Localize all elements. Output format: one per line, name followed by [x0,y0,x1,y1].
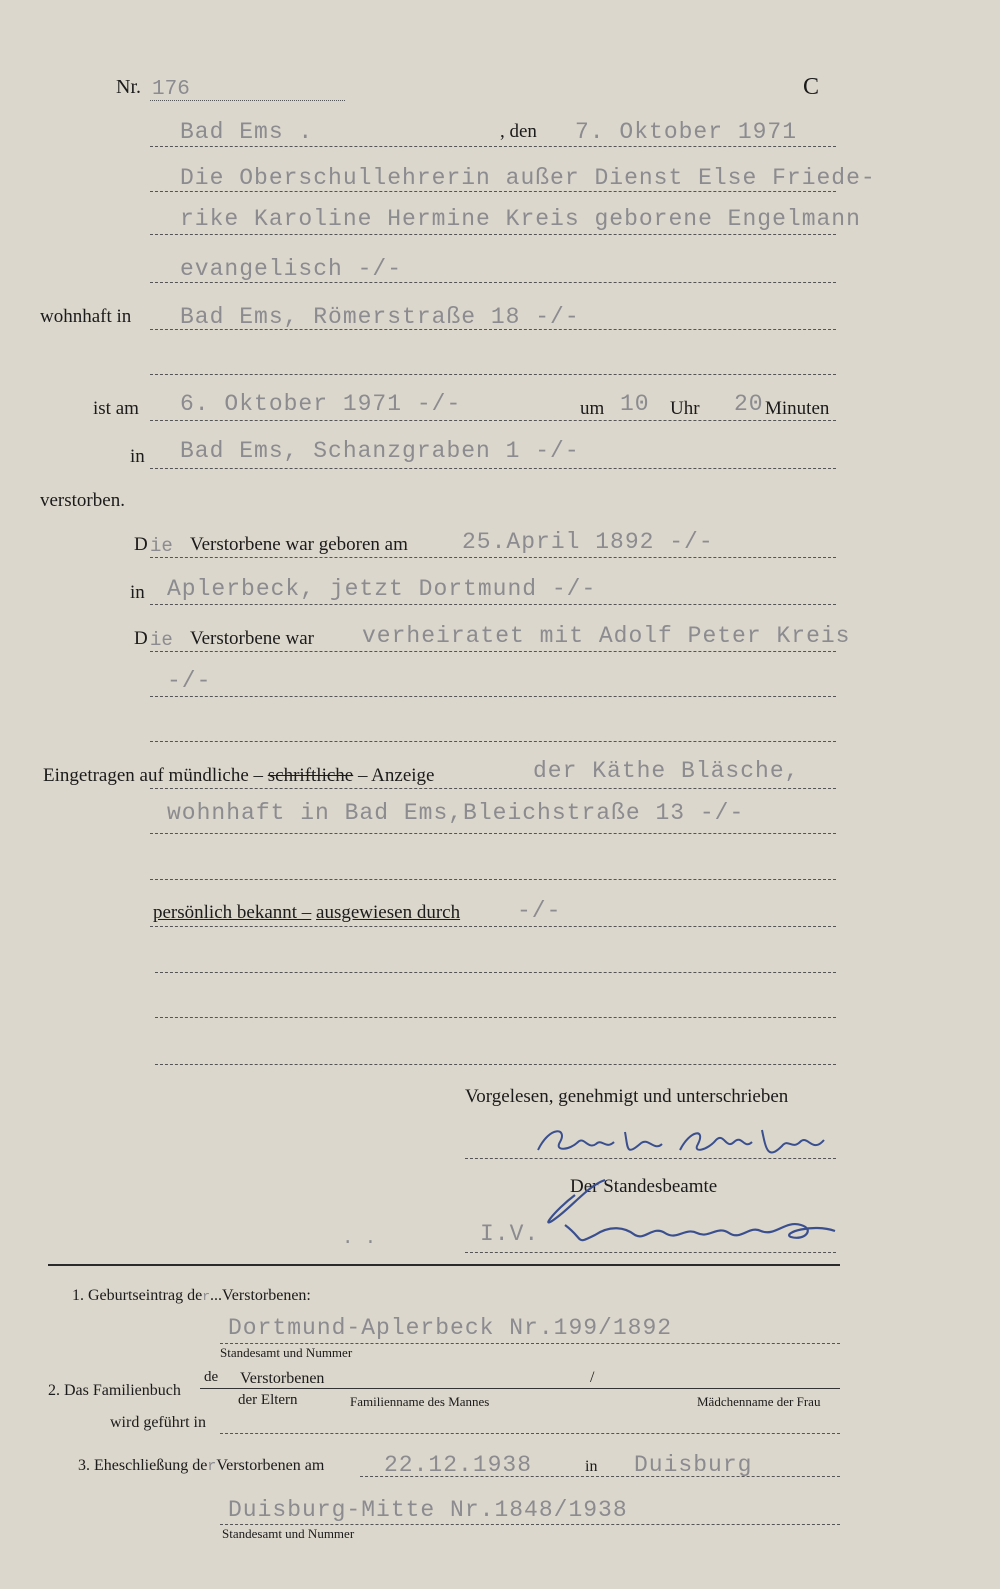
divider [150,557,836,558]
divider [150,234,836,235]
deceased-line-2: rike Karoline Hermine Kreis geborene Engelmann [180,206,861,232]
note2-de: de [204,1369,219,1385]
note1-value: Dortmund-Aplerbeck Nr.199/1892 [228,1315,673,1341]
note2-caption-b: Mädchenname der Frau [697,1394,821,1409]
note1-suffix: r [202,1289,210,1304]
note3-date: 22.12.1938 [384,1452,533,1478]
divider [155,972,836,973]
nr-label: Nr. [116,76,141,98]
note1-label-b: Verstorbenen: [222,1287,311,1304]
dots: . . [342,1227,377,1249]
death-hour: 10 [620,391,650,417]
muendliche-text: auf mündliche – [139,765,264,786]
anzeige-text: – Anzeige [357,765,435,786]
note1-label-text: 1. Geburtseintrag de [72,1287,203,1304]
separator-rule [48,1264,840,1266]
birth-prefix-typed: ie [150,535,173,557]
marital-status: verheiratet mit Adolf Peter Kreis [362,623,851,649]
divider [150,788,836,789]
nr-value: 176 [152,78,190,101]
divider [150,696,836,697]
um-label: um [580,398,605,419]
note3-caption: Standesamt und Nummer [222,1526,355,1541]
note3-place: Duisburg [634,1452,753,1478]
registration-label [43,765,435,787]
birth-label: Verstorbene war geboren am [190,534,408,555]
note2-label: 2. Das Familienbuch [48,1382,181,1399]
marital-prefix-typed: ie [150,629,173,651]
uhr-label: Uhr [670,398,700,419]
marital-prefix: D [134,628,148,649]
official-signature [535,1165,855,1250]
divider [150,833,836,834]
record-date: 7. Oktober 1971 [575,119,798,145]
divider [150,282,836,283]
religion: evangelisch -/- [180,256,403,282]
divider [150,741,836,742]
note3-value: Duisburg-Mitte Nr.1848/1938 [228,1497,628,1523]
persoenlich-bekannt-text: persönlich bekannt – [153,902,312,923]
birth-prefix: D [134,534,148,555]
note2-caption-a: Familienname des Mannes [350,1394,490,1409]
residence-label: wohnhaft in [40,306,132,327]
note2-verstorbenen: Verstorbenen [240,1370,325,1387]
verstorben-label: verstorben. [40,490,125,511]
divider [150,468,836,469]
fraction-line [200,1388,840,1389]
divider [220,1524,840,1525]
divider [220,1433,840,1434]
den-label: , den [500,121,537,142]
birth-place: Aplerbeck, jetzt Dortmund -/- [167,576,597,602]
divider [220,1343,840,1344]
ist-am-label: ist am [93,398,139,419]
note3-suffix: r [207,1458,217,1475]
informant-signature [530,1120,850,1170]
note3-in: in [585,1458,598,1475]
birth-in-label: in [130,582,145,603]
divider [155,1017,836,1018]
deceased-line-1: Die Oberschullehrerin außer Dienst Else Friede- [180,165,876,191]
death-minutes: 20 [734,391,764,417]
marital-label: Verstorbene war [190,628,314,649]
minuten-label: Minuten [765,398,830,419]
eingetragen-text: Eingetragen [43,765,135,786]
note3-label-b: Verstorbenen am [216,1457,325,1474]
divider [150,926,836,927]
informant-line-2: wohnhaft in Bad Ems,Bleichstraße 13 -/- [167,800,745,826]
note3-label-text: 3. Eheschließung de [78,1457,208,1474]
marital-cont: -/- [167,668,212,694]
iv-label: I.V. [480,1221,540,1247]
birth-date: 25.April 1892 -/- [462,529,714,555]
divider [150,374,836,375]
divider [360,1476,840,1477]
divider [150,651,836,652]
divider [150,329,836,330]
residence: Bad Ems, Römerstraße 18 -/- [180,304,580,330]
ausgewiesen-durch-text: ausgewiesen durch [316,902,461,923]
divider [150,604,836,605]
note2-eltern: der Eltern [238,1392,298,1408]
divider [150,146,836,147]
schriftliche-text: schriftliche [267,765,354,786]
divider [465,1158,836,1159]
death-place: Bad Ems, Schanzgraben 1 -/- [180,438,580,464]
death-date: 6. Oktober 1971 -/- [180,391,462,417]
read-label: Vorgelesen, genehmigt und unterschrieben [465,1086,789,1107]
official-label: Der Standesbeamte [570,1176,718,1197]
divider [150,420,836,421]
place: Bad Ems . [180,119,314,145]
note1-label: 1. Geburtseintrag der...Verstorbenen: [72,1287,311,1304]
note2-slash: / [590,1369,595,1386]
note1-caption: Standesamt und Nummer [220,1345,353,1360]
divider [150,191,836,192]
in-label: in [130,446,145,467]
nr-underline [150,100,345,101]
known-label [153,902,460,924]
divider [155,1064,836,1065]
divider [465,1252,836,1253]
divider [150,879,836,880]
note2-wird: wird geführt in [110,1414,206,1431]
known-value: -/- [517,898,562,924]
register-letter: C [803,74,820,100]
informant-line-1: der Käthe Bläsche, [533,758,800,784]
note3-label [78,1457,324,1475]
